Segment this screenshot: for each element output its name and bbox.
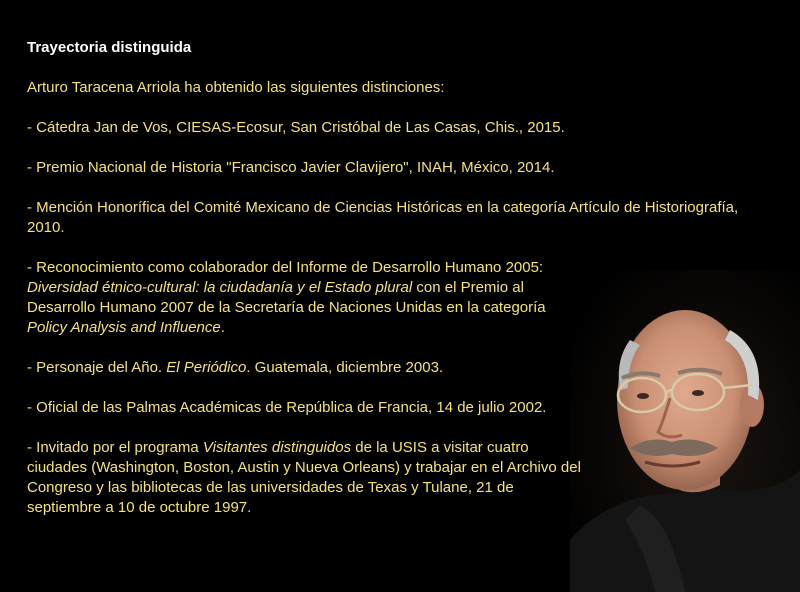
- distinction-suffix: . Guatemala, diciembre 2003.: [246, 359, 444, 376]
- distinction-prefix: - Reconocimiento como colaborador del Informe de Desarrollo Humano 2005:: [27, 259, 544, 276]
- distinction-item: [27, 358, 567, 378]
- newspaper-name: El Periódico: [166, 359, 247, 376]
- distinction-prefix: - Invitado por el programa: [27, 439, 203, 456]
- section-title: Trayectoria distinguida: [27, 39, 192, 56]
- distinction-item: [27, 158, 767, 178]
- distinction-item: [27, 258, 777, 338]
- intro-text: Arturo Taracena Arriola ha obtenido las siguientes distinciones:: [27, 79, 445, 96]
- distinction-text: - Mención Honorífica del Comité Mexicano de Ciencias Históricas en la categoría Artículo de Historiografía, 2010.: [27, 199, 739, 236]
- program-name: Visitantes distinguidos: [202, 439, 352, 456]
- distinction-suffix: de la USIS a visitar cuatro ciudades (Washington, Boston, Austin y Nueva Orleans) y trabajar en el Archivo del Congreso y las bibliotecas de las universidades de Texas y Tulane, 21 de septiembre a 10 de octubre 1997.: [27, 439, 581, 516]
- distinction-text: - Cátedra Jan de Vos, CIESAS-Ecosur, San Cristóbal de Las Casas, Chis., 2015.: [27, 119, 565, 136]
- distinction-item: [27, 398, 567, 418]
- distinction-prefix: - Personaje del Año.: [27, 359, 167, 376]
- distinction-mid: con el Premio al Desarrollo Humano 2007 de la Secretaría de Naciones Unidas en la categoría: [27, 279, 546, 316]
- distinction-item: [27, 118, 767, 138]
- distinctions-content: [27, 38, 777, 538]
- distinction-suffix: .: [220, 319, 225, 336]
- distinction-item: [27, 198, 767, 238]
- report-title: Diversidad étnico-cultural: la ciudadanía y el Estado plural: [27, 279, 413, 296]
- category-name: Policy Analysis and Influence: [27, 319, 221, 336]
- distinction-item: [27, 438, 592, 518]
- distinction-text: - Premio Nacional de Historia "Francisco Javier Clavijero", INAH, México, 2014.: [27, 159, 555, 176]
- distinction-text: - Oficial de las Palmas Académicas de República de Francia, 14 de julio 2002.: [27, 399, 547, 416]
